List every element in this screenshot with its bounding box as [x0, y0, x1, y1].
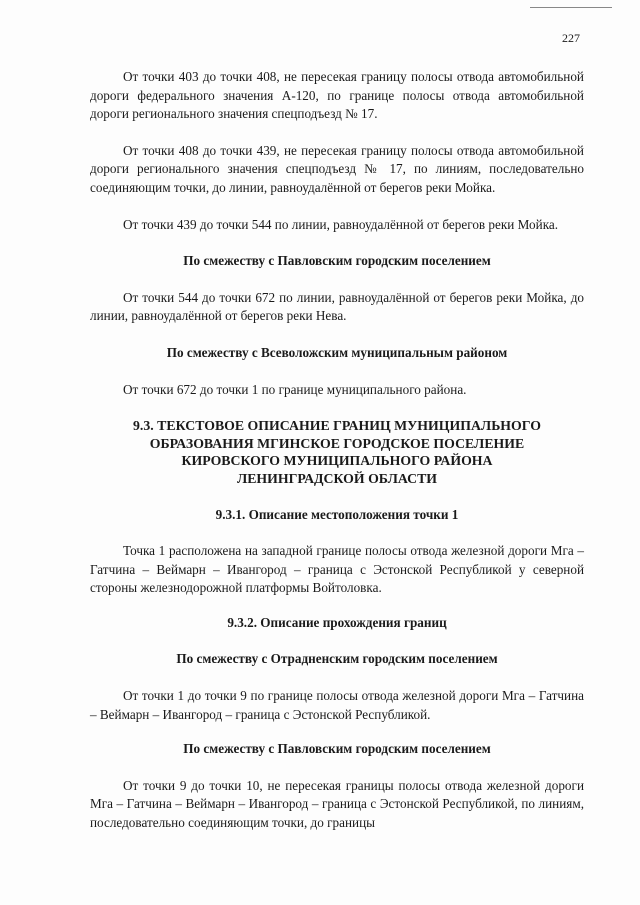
- paragraph: От точки 403 до точки 408, не пересекая границу полосы отвода автомобильной дороги федерального значения А-120, по границе полосы отвода автомобильной дороги регионального значения спецподъезд № 17.: [90, 69, 584, 122]
- section-title-line: КИРОВСКОГО МУНИЦИПАЛЬНОГО РАЙОНА: [181, 453, 493, 469]
- document-body: [90, 68, 584, 851]
- subheading: 9.3.1. Описание местоположения точки 1: [215, 506, 459, 522]
- paragraph: Точка 1 расположена на западной границе полосы отвода железной дороги Мга – Гатчина – Веймарн – Ивангород – граница с Эстонской Республикой у северной стороны железнодорожной платформы Войтоловка.: [90, 543, 584, 596]
- subheading: 9.3.2. Описание прохождения границ: [227, 614, 447, 630]
- section-title: [90, 417, 584, 487]
- subheading: По смежеству с Павловским городским поселением: [183, 741, 491, 757]
- paragraph: От точки 439 до точки 544 по линии, равноудалённой от берегов реки Мойка.: [123, 216, 559, 232]
- section-title-line: 9.3. ТЕКСТОВОЕ ОПИСАНИЕ ГРАНИЦ МУНИЦИПАЛЬНОГО: [133, 418, 541, 434]
- paragraph: От точки 9 до точки 10, не пересекая границы полосы отвода железной дороги Мга – Гатчина – Веймарн – Ивангород – граница с Эстонской Республикой, по линиям, последовательно соединяющим точки, до границы: [90, 777, 584, 831]
- subheading: По смежеству с Павловским городским поселением: [183, 253, 491, 269]
- paragraph: От точки 544 до точки 672 по линии, равноудалённой от берегов реки Мойка, до линии, равноудалённой от берегов реки Нева.: [90, 289, 584, 324]
- paragraph: От точки 408 до точки 439, не пересекая границу полосы отвода автомобильной дороги регионального значения спецподъезд № 17, по линиям, последовательно соединяющим точки, до линии, равноудалённой от берегов реки Мойка.: [90, 142, 584, 195]
- subheading: По смежеству с Отрадненским городским поселением: [176, 651, 498, 667]
- section-title-line: ЛЕНИНГРАДСКОЙ ОБЛАСТИ: [236, 470, 438, 486]
- paragraph: От точки 672 до точки 1 по границе муниципального района.: [123, 381, 467, 397]
- paragraph: От точки 1 до точки 9 по границе полосы отвода железной дороги Мга – Гатчина – Веймарн – Ивангород – граница с Эстонской Республикой.: [90, 688, 584, 722]
- subheading: По смежеству с Всеволожским муниципальным районом: [166, 344, 508, 360]
- page-number: 227: [562, 31, 580, 45]
- scan-mark: [530, 7, 612, 10]
- section-title-line: ОБРАЗОВАНИЯ МГИНСКОЕ ГОРОДСКОЕ ПОСЕЛЕНИЕ: [149, 435, 525, 451]
